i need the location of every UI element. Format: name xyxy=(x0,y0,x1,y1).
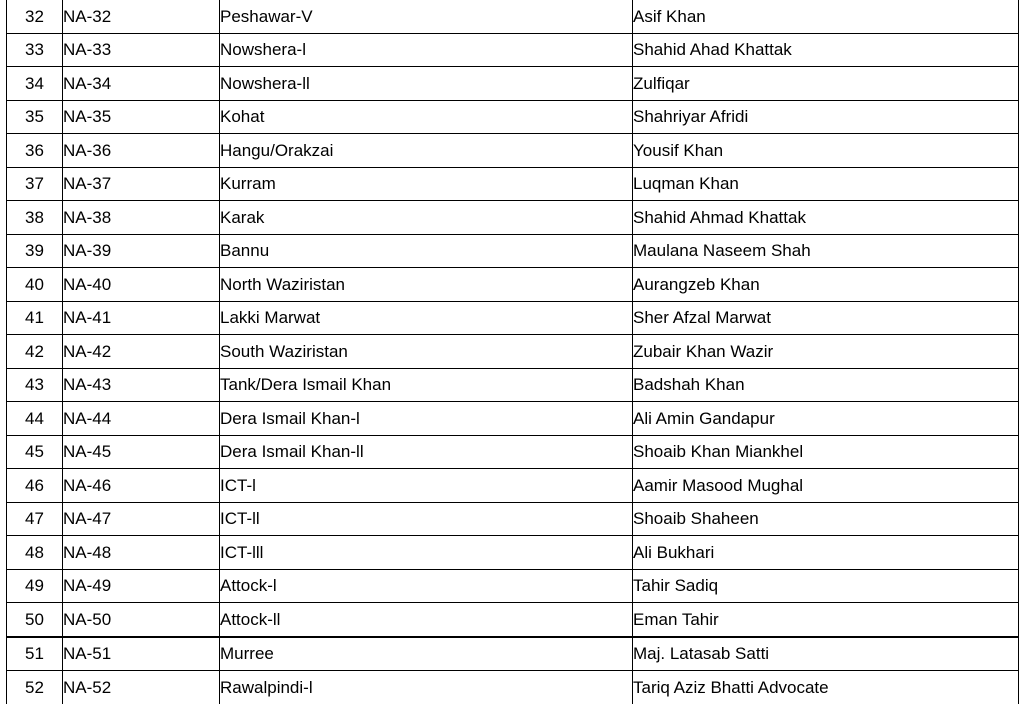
constituency-code-cell: NA-40 xyxy=(63,268,220,302)
constituency-name-cell: Karak xyxy=(220,201,633,235)
table-row xyxy=(7,637,1019,671)
constituency-name-cell: ICT-lll xyxy=(220,536,633,570)
candidate-name-cell: Shahid Ahad Khattak xyxy=(633,33,1019,67)
constituency-code-cell: NA-42 xyxy=(63,335,220,369)
table-row xyxy=(7,0,1019,33)
candidate-name-cell: Ali Bukhari xyxy=(633,536,1019,570)
constituency-code-cell: NA-45 xyxy=(63,435,220,469)
constituency-name-cell: Tank/Dera Ismail Khan xyxy=(220,368,633,402)
constituency-name-cell: Hangu/Orakzai xyxy=(220,134,633,168)
table-row xyxy=(7,134,1019,168)
candidate-name-cell: Shoaib Khan Miankhel xyxy=(633,435,1019,469)
candidate-name-cell: Sher Afzal Marwat xyxy=(633,301,1019,335)
serial-number-cell: 49 xyxy=(7,569,63,603)
candidate-name-cell: Maj. Latasab Satti xyxy=(633,637,1019,671)
table-body xyxy=(7,0,1019,704)
serial-number-cell: 37 xyxy=(7,167,63,201)
serial-number-cell: 36 xyxy=(7,134,63,168)
constituency-name-cell: Dera Ismail Khan-ll xyxy=(220,435,633,469)
candidate-name-cell: Asif Khan xyxy=(633,0,1019,33)
serial-number-cell: 42 xyxy=(7,335,63,369)
serial-number-cell: 46 xyxy=(7,469,63,503)
table-row xyxy=(7,67,1019,101)
constituency-code-cell: NA-36 xyxy=(63,134,220,168)
constituency-code-cell: NA-52 xyxy=(63,671,220,704)
candidate-name-cell: Shoaib Shaheen xyxy=(633,502,1019,536)
constituency-name-cell: Nowshera-l xyxy=(220,33,633,67)
serial-number-cell: 47 xyxy=(7,502,63,536)
candidate-name-cell: Tahir Sadiq xyxy=(633,569,1019,603)
constituency-code-cell: NA-38 xyxy=(63,201,220,235)
candidate-name-cell: Maulana Naseem Shah xyxy=(633,234,1019,268)
serial-number-cell: 41 xyxy=(7,301,63,335)
constituency-name-cell: Dera Ismail Khan-l xyxy=(220,402,633,436)
table-row xyxy=(7,536,1019,570)
table-row xyxy=(7,469,1019,503)
constituency-name-cell: Attock-l xyxy=(220,569,633,603)
serial-number-cell: 51 xyxy=(7,637,63,671)
serial-number-cell: 35 xyxy=(7,100,63,134)
constituency-name-cell: Kohat xyxy=(220,100,633,134)
constituency-code-cell: NA-48 xyxy=(63,536,220,570)
constituency-code-cell: NA-34 xyxy=(63,67,220,101)
candidate-name-cell: Ali Amin Gandapur xyxy=(633,402,1019,436)
serial-number-cell: 52 xyxy=(7,671,63,704)
candidate-name-cell: Luqman Khan xyxy=(633,167,1019,201)
serial-number-cell: 44 xyxy=(7,402,63,436)
constituency-code-cell: NA-35 xyxy=(63,100,220,134)
constituency-name-cell: ICT-ll xyxy=(220,502,633,536)
serial-number-cell: 50 xyxy=(7,603,63,637)
constituency-name-cell: Kurram xyxy=(220,167,633,201)
table-row xyxy=(7,569,1019,603)
constituency-code-cell: NA-39 xyxy=(63,234,220,268)
table-row xyxy=(7,435,1019,469)
table-row xyxy=(7,301,1019,335)
table-row xyxy=(7,402,1019,436)
constituency-code-cell: NA-37 xyxy=(63,167,220,201)
candidate-name-cell: Shahid Ahmad Khattak xyxy=(633,201,1019,235)
table-row xyxy=(7,368,1019,402)
candidate-name-cell: Shahriyar Afridi xyxy=(633,100,1019,134)
constituency-name-cell: South Waziristan xyxy=(220,335,633,369)
table-row xyxy=(7,671,1019,704)
constituency-code-cell: NA-49 xyxy=(63,569,220,603)
serial-number-cell: 48 xyxy=(7,536,63,570)
serial-number-cell: 38 xyxy=(7,201,63,235)
serial-number-cell: 34 xyxy=(7,67,63,101)
candidate-name-cell: Zulfiqar xyxy=(633,67,1019,101)
serial-number-cell: 33 xyxy=(7,33,63,67)
candidates-table xyxy=(6,0,1019,704)
candidate-name-cell: Aamir Masood Mughal xyxy=(633,469,1019,503)
candidate-name-cell: Eman Tahir xyxy=(633,603,1019,637)
candidate-name-cell: Yousif Khan xyxy=(633,134,1019,168)
candidate-name-cell: Zubair Khan Wazir xyxy=(633,335,1019,369)
table-row xyxy=(7,502,1019,536)
constituency-code-cell: NA-33 xyxy=(63,33,220,67)
table-row xyxy=(7,167,1019,201)
candidate-name-cell: Aurangzeb Khan xyxy=(633,268,1019,302)
constituency-code-cell: NA-51 xyxy=(63,637,220,671)
constituency-code-cell: NA-46 xyxy=(63,469,220,503)
table-row xyxy=(7,201,1019,235)
candidate-name-cell: Badshah Khan xyxy=(633,368,1019,402)
constituency-code-cell: NA-50 xyxy=(63,603,220,637)
constituency-name-cell: Attock-ll xyxy=(220,603,633,637)
table-row xyxy=(7,234,1019,268)
serial-number-cell: 43 xyxy=(7,368,63,402)
constituency-code-cell: NA-43 xyxy=(63,368,220,402)
constituency-name-cell: North Waziristan xyxy=(220,268,633,302)
constituency-code-cell: NA-44 xyxy=(63,402,220,436)
table-row xyxy=(7,335,1019,369)
constituency-code-cell: NA-41 xyxy=(63,301,220,335)
constituency-name-cell: Murree xyxy=(220,637,633,671)
candidate-name-cell: Tariq Aziz Bhatti Advocate xyxy=(633,671,1019,704)
table-row xyxy=(7,33,1019,67)
constituency-name-cell: Peshawar-V xyxy=(220,0,633,33)
constituency-code-cell: NA-32 xyxy=(63,0,220,33)
serial-number-cell: 40 xyxy=(7,268,63,302)
serial-number-cell: 39 xyxy=(7,234,63,268)
constituency-name-cell: Rawalpindi-l xyxy=(220,671,633,704)
serial-number-cell: 45 xyxy=(7,435,63,469)
constituency-name-cell: Bannu xyxy=(220,234,633,268)
constituency-name-cell: Nowshera-ll xyxy=(220,67,633,101)
constituency-code-cell: NA-47 xyxy=(63,502,220,536)
table-row xyxy=(7,268,1019,302)
table-row xyxy=(7,100,1019,134)
table-row xyxy=(7,603,1019,637)
constituency-name-cell: ICT-l xyxy=(220,469,633,503)
constituency-name-cell: Lakki Marwat xyxy=(220,301,633,335)
serial-number-cell: 32 xyxy=(7,0,63,33)
